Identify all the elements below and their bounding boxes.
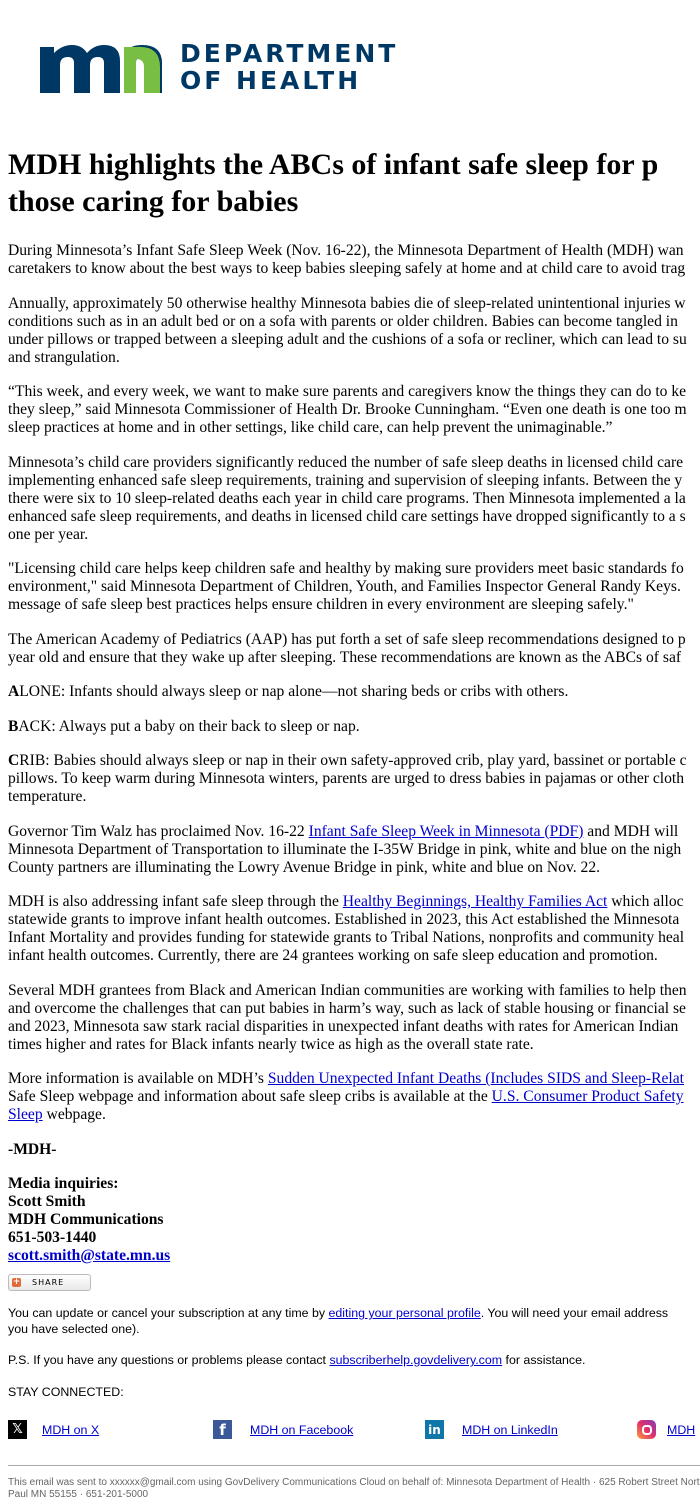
hbhf-act-paragraph: [8, 893, 700, 965]
subscription-notice: [8, 1305, 668, 1337]
text-line: [8, 649, 700, 667]
contact-heading: Media inquiries:: [8, 1175, 119, 1192]
crib-paragraph: [8, 752, 700, 806]
text-segment: Minnesota Department of Transportation to illuminate the I-35W Bridge in pink, white and blue on the nigh: [8, 840, 682, 858]
text-line: [8, 1018, 700, 1036]
licensing-quote-paragraph: [8, 560, 700, 614]
text-segment: one per year.: [8, 525, 89, 543]
text-segment: temperature.: [8, 788, 87, 805]
text-line: [8, 752, 700, 770]
text-segment: there were six to 10 sleep-related deaths each year in child care programs. Then Minnesota implemented a la: [8, 489, 686, 507]
ps-notice: [8, 1352, 585, 1368]
text-segment: Safe Sleep webpage and information about safe sleep cribs is available at the: [8, 1088, 492, 1105]
aap-paragraph: [8, 631, 700, 667]
text-line: [8, 454, 700, 472]
article-body: [8, 242, 700, 1265]
text-segment: message of safe sleep best practices helps ensure children in every environment are sleeping safely.": [8, 596, 634, 613]
text-line: [8, 295, 700, 313]
linkedin-icon: in: [425, 1420, 444, 1439]
text-segment: pillows. To keep warm during Minnesota winters, parents are urged to dress babies in pajamas or other cloth: [8, 770, 685, 787]
logo-text-department: DEPARTMENT: [180, 39, 399, 68]
text-segment: Minnesota’s child care providers significantly reduced the number of safe sleep deaths in licensed child care: [8, 453, 684, 471]
text-line: [8, 929, 700, 947]
disparities-paragraph: [8, 982, 700, 1054]
facebook-icon: f: [213, 1420, 232, 1439]
text-line: [8, 1088, 700, 1106]
article-title: [8, 146, 700, 220]
text-line: [8, 1070, 700, 1088]
contact-email-link[interactable]: scott.smith@state.mn.us: [8, 1247, 171, 1264]
subscription-text: you have selected one).: [8, 1322, 140, 1336]
article-link[interactable]: Sudden Unexpected Infant Deaths (Includes SIDS and Sleep-Relat: [267, 1070, 685, 1087]
title-line: MDH highlights the ABCs of infant safe sleep for p: [8, 148, 659, 181]
footer: [8, 1477, 700, 1500]
text-segment: which alloc: [607, 893, 684, 910]
article-link[interactable]: Infant Safe Sleep Week in Minnesota (PDF): [308, 822, 584, 840]
text-segment: Annually, approximately 50 otherwise healthy Minnesota babies die of sleep-related unintentional injuries w: [8, 294, 686, 312]
text-line: [8, 770, 700, 788]
text-segment: “This week, and every week, we want to make sure parents and caregivers know the things they can do to ke: [8, 383, 687, 400]
text-segment: During Minnesota’s Infant Safe Sleep Week (Nov. 16-22), the Minnesota Department of Health (MDH) wan: [8, 242, 684, 259]
text-line: [8, 823, 700, 841]
edit-profile-link[interactable]: editing your personal profile: [328, 1306, 481, 1320]
text-line: [8, 982, 700, 1000]
footer-divider: [8, 1465, 700, 1466]
text-line: [8, 490, 700, 508]
text-line: [8, 718, 700, 736]
bold-text: B: [8, 717, 19, 735]
commissioner-quote-paragraph: [8, 383, 700, 437]
text-segment: caretakers to know about the best ways to keep babies sleeping safely at home and at child care to avoid trag: [8, 260, 686, 277]
text-line: [8, 788, 700, 806]
contact-org: MDH Communications: [8, 1211, 164, 1228]
text-segment: enhanced safe sleep requirements, and deaths in licensed child care settings have dropped significantly to a s: [8, 507, 686, 525]
mn-logo-mark-icon: [40, 41, 162, 93]
text-line: [8, 401, 700, 419]
text-segment: MDH is also addressing infant safe sleep through the: [8, 893, 343, 910]
social-x[interactable]: [8, 1420, 99, 1439]
text-segment: and overcome the challenges that can put babies in harm’s way, such as lack of stable housing or financial se: [8, 999, 686, 1017]
text-segment: and 2023, Minnesota saw stark racial disparities in unexpected infant deaths with rates for American Indian: [8, 1017, 679, 1035]
text-line: [8, 893, 700, 911]
text-segment: infant health outcomes. Currently, there are 24 grantees working on safe sleep education and promotion.: [8, 947, 658, 964]
text-line: [8, 1106, 700, 1124]
text-segment: year old and ensure that they wake up after sleeping. These recommendations are known as the ABCs of saf: [8, 648, 682, 666]
text-segment: sleep practices at home and in other settings, like child care, can help prevent the unimaginable.”: [8, 419, 613, 436]
text-line: [8, 383, 700, 401]
text-segment: ACK: Always put a baby on their back to sleep or nap.: [18, 717, 360, 735]
text-line: [8, 683, 700, 701]
subscription-text: . You will need your email address: [480, 1306, 669, 1320]
social-facebook-link[interactable]: MDH on Facebook: [250, 1422, 354, 1437]
mdh-logo: [40, 40, 398, 94]
bold-text: A: [8, 683, 20, 700]
plus-icon: +: [12, 1277, 21, 1287]
text-segment: More information is available on MDH’s: [8, 1070, 268, 1087]
text-segment: conditions such as in an adult bed or on a sofa with parents or older children. Babies can become tangled in: [8, 312, 678, 330]
text-segment: implementing enhanced safe sleep requirements, training and supervision of sleeping infants. Between the y: [8, 471, 683, 489]
governor-paragraph: [8, 823, 700, 877]
ps-text: P.S. If you have any questions or problems please contact: [8, 1353, 330, 1367]
text-line: [8, 472, 700, 490]
text-segment: "Licensing child care helps keep children safe and healthy by making sure providers meet basic standards fo: [8, 560, 684, 577]
text-line: [8, 260, 700, 278]
text-segment: and MDH will: [583, 822, 679, 840]
text-segment: times higher and rates for Black infants nearly twice as high as the overall state rate.: [8, 1035, 534, 1053]
text-segment: Several MDH grantees from Black and American Indian communities are working with families to help then: [8, 981, 687, 999]
text-line: [8, 349, 700, 367]
text-segment: statewide grants to improve infant health outcomes. Established in 2023, this Act established the Minnesota: [8, 911, 680, 928]
article-link[interactable]: Healthy Beginnings, Healthy Families Act: [342, 893, 608, 910]
text-segment: webpage.: [42, 1106, 106, 1123]
text-line: [8, 331, 700, 349]
article-link[interactable]: U.S. Consumer Product Safety: [491, 1088, 684, 1105]
mdh-signoff: [8, 1141, 700, 1159]
social-x-link[interactable]: MDH on X: [42, 1422, 100, 1437]
social-facebook[interactable]: [213, 1420, 353, 1439]
stay-connected-label: STAY CONNECTED:: [8, 1385, 124, 1399]
text-segment: RIB: Babies should always sleep or nap in their own safety-approved crib, play yard, bassinet or portable c: [19, 752, 687, 769]
media-contact: [8, 1175, 700, 1265]
logo-text-of-health: OF HEALTH: [180, 66, 362, 95]
bold-text: -MDH-: [8, 1140, 57, 1158]
text-line: [8, 419, 700, 437]
social-linkedin-link[interactable]: MDH on LinkedIn: [462, 1422, 558, 1437]
social-instagram-link[interactable]: MDH: [667, 1422, 696, 1437]
text-line: [8, 560, 700, 578]
text-segment: environment," said Minnesota Department of Children, Youth, and Families Inspector General Randy Keys.: [8, 578, 681, 595]
more-info-paragraph: [8, 1070, 700, 1124]
annual-deaths-paragraph: [8, 295, 700, 367]
text-segment: LONE: Infants should always sleep or nap alone—not sharing beds or cribs with others.: [19, 683, 569, 700]
text-segment: The American Academy of Pediatrics (AAP) has put forth a set of safe sleep recommendations designed to p: [8, 630, 686, 648]
title-line: those caring for babies: [8, 185, 299, 218]
social-linkedin[interactable]: [425, 1420, 558, 1439]
alone-paragraph: [8, 683, 700, 701]
text-line: [8, 911, 700, 929]
text-segment: Infant Mortality and provides funding for statewide grants to Tribal Nations, nonprofits and community heal: [8, 929, 685, 946]
subscriber-help-link[interactable]: subscriberhelp.govdelivery.com: [329, 1353, 503, 1367]
text-line: [8, 526, 700, 544]
contact-phone: 651-503-1440: [8, 1229, 97, 1246]
contact-name: Scott Smith: [8, 1193, 86, 1210]
text-line: [8, 859, 700, 877]
text-segment: County partners are illuminating the Lowry Avenue Bridge in pink, white and blue on Nov. 22.: [8, 858, 601, 876]
text-line: [8, 1000, 700, 1018]
text-line: [8, 1036, 700, 1054]
text-line: [8, 242, 700, 260]
text-line: [8, 947, 700, 965]
instagram-icon: [637, 1420, 656, 1439]
text-line: [8, 313, 700, 331]
text-line: [8, 841, 700, 859]
text-line: [8, 578, 700, 596]
share-label: SHARE: [32, 1278, 65, 1287]
text-segment: they sleep,” said Minnesota Commissioner of Health Dr. Brooke Cunningham. “Even one death is one too m: [8, 401, 687, 418]
back-paragraph: [8, 718, 700, 736]
bold-text: C: [8, 752, 20, 769]
x-icon: 𝕏: [8, 1420, 27, 1439]
text-line: [8, 631, 700, 649]
text-line: [8, 596, 700, 614]
subscription-text: You can update or cancel your subscription at any time by: [8, 1306, 329, 1320]
share-button[interactable]: [8, 1274, 91, 1291]
text-segment: and strangulation.: [8, 348, 120, 366]
child-care-paragraph: [8, 454, 700, 544]
text-line: [8, 1141, 700, 1159]
text-line: [8, 508, 700, 526]
ps-text: for assistance.: [502, 1353, 586, 1367]
footer-line: This email was sent to xxxxxx@gmail.com using GovDelivery Communications Cloud on behalf of: Minnesota Department of Health · 625 Robert Street Nort: [8, 1477, 700, 1488]
text-segment: under pillows or trapped between a sleeping adult and the cushions of a sofa or recliner, which can lead to su: [8, 330, 687, 348]
social-instagram[interactable]: [637, 1420, 695, 1439]
text-segment: Governor Tim Walz has proclaimed Nov. 16-22: [8, 822, 309, 840]
footer-line: Paul MN 55155 · 651-201-5000: [8, 1488, 149, 1500]
article-link[interactable]: Sleep: [8, 1106, 43, 1123]
intro-paragraph: [8, 242, 700, 278]
